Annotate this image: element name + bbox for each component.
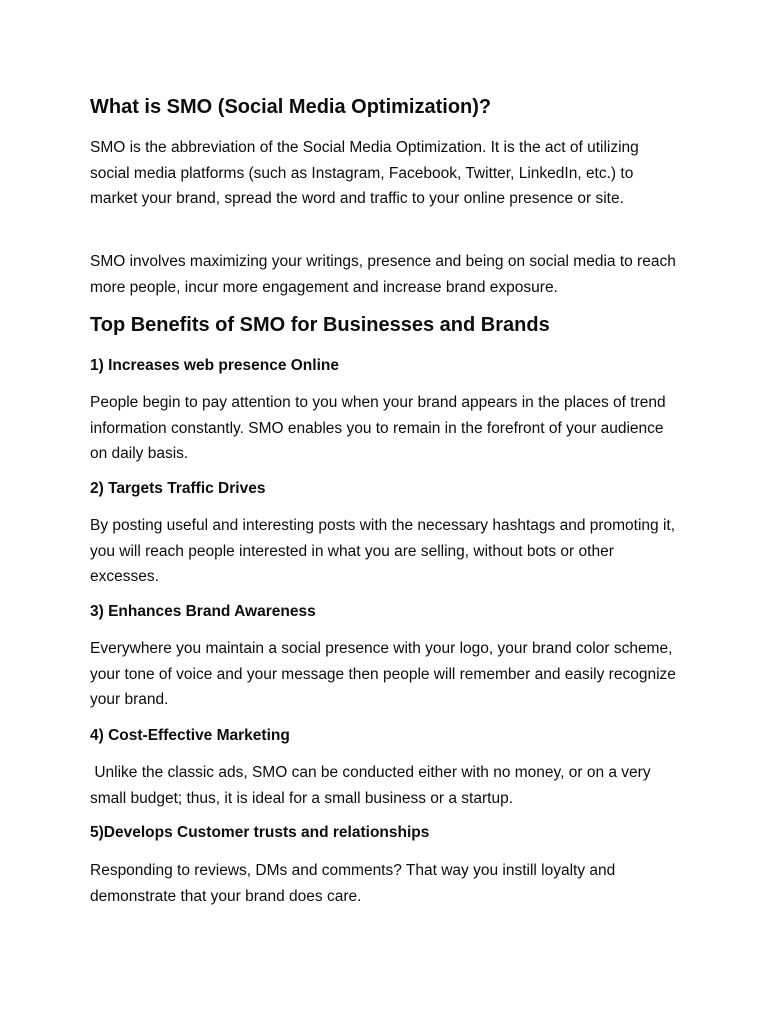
benefit-5-heading: 5)Develops Customer trusts and relationships bbox=[90, 824, 430, 841]
benefit-2-body: By posting useful and interesting posts with the necessary hashtags and promoting it, you will reach people interested in what you are selling, without bots or other excesses. bbox=[90, 517, 680, 585]
benefit-2-heading: 2) Targets Traffic Drives bbox=[90, 480, 266, 497]
benefits-heading: Top Benefits of SMO for Businesses and Brands bbox=[90, 314, 550, 336]
benefit-1-heading: 1) Increases web presence Online bbox=[90, 357, 339, 374]
intro-paragraph-2: SMO involves maximizing your writings, presence and being on social media to reach more people, incur more engagement and increase brand exposure. bbox=[90, 253, 681, 296]
benefit-1-body: People begin to pay attention to you when your brand appears in the places of trend information constantly. SMO enables you to remain in the forefront of your audience on daily basis. bbox=[90, 394, 670, 462]
benefit-3-heading: 3) Enhances Brand Awareness bbox=[90, 603, 316, 620]
benefit-5-body: Responding to reviews, DMs and comments? That way you instill loyalty and demonstrate that your brand does care. bbox=[90, 862, 620, 905]
intro-paragraph-1: SMO is the abbreviation of the Social Media Optimization. It is the act of utilizing social media platforms (such as Instagram, Facebook, Twitter, LinkedIn, etc.) to market your brand, spread the word and traffic to your online presence or site. bbox=[90, 139, 644, 207]
benefit-3-body: Everywhere you maintain a social presence with your logo, your brand color scheme, your tone of voice and your message then people will remember and easily recognize your brand. bbox=[90, 640, 681, 708]
page-title: What is SMO (Social Media Optimization)? bbox=[90, 96, 492, 118]
benefit-4-body: Unlike the classic ads, SMO can be conducted either with no money, or on a very small budget; thus, it is ideal for a small business or a startup. bbox=[90, 764, 655, 807]
benefit-4-heading: 4) Cost-Effective Marketing bbox=[90, 727, 290, 744]
